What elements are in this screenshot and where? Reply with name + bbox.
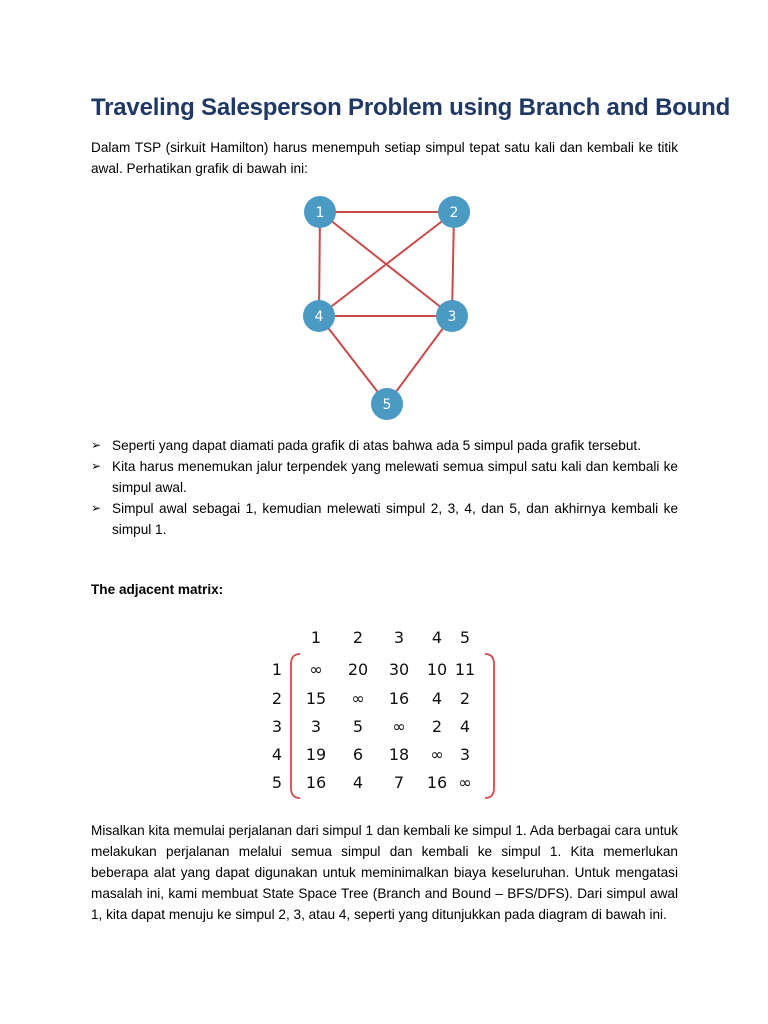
hamilton-graph-diagram	[290, 188, 480, 424]
matrix-cell: 4	[352, 773, 364, 792]
matrix-col-header: 1	[310, 628, 322, 647]
matrix-cell: 19	[305, 745, 327, 764]
matrix-cell: 5	[352, 717, 364, 736]
matrix-row-header: 3	[271, 717, 283, 736]
matrix-cell: 3	[310, 717, 322, 736]
arrow-bullet-icon: ➢	[91, 459, 102, 473]
matrix-cell: 11	[454, 660, 476, 679]
matrix-col-header: 3	[393, 628, 405, 647]
matrix-cell: 16	[426, 773, 448, 792]
graph-node-label: 3	[447, 309, 457, 325]
matrix-cell: 4	[459, 717, 471, 736]
graph-node-label: 4	[314, 309, 324, 325]
page-title: Traveling Salesperson Problem using Branch and Bound	[91, 94, 731, 121]
matrix-col-header: 2	[352, 628, 364, 647]
bullet-item	[91, 435, 678, 456]
matrix-right-bracket	[485, 654, 494, 798]
matrix-cell: 15	[305, 689, 327, 708]
arrow-bullet-icon: ➢	[91, 438, 102, 452]
graph-node-label: 2	[449, 205, 459, 221]
graph-edge-4-5	[319, 316, 387, 404]
matrix-cell: 4	[431, 689, 443, 708]
arrow-bullet-icon: ➢	[91, 501, 102, 515]
matrix-cell: 18	[388, 745, 410, 764]
bullet-text: Simpul awal sebagai 1, kemudian melewati simpul 2, 3, 4, dan 5, dan akhirnya kembali ke simpul 1.	[112, 501, 678, 537]
matrix-cell: 16	[305, 773, 327, 792]
matrix-cell: 2	[459, 689, 471, 708]
bullet-text: Seperti yang dapat diamati pada grafik di atas bahwa ada 5 simpul pada grafik tersebut.	[112, 438, 641, 453]
matrix-cell: 3	[459, 745, 471, 764]
matrix-col-header: 4	[431, 628, 443, 647]
matrix-left-bracket	[291, 654, 300, 798]
graph-node-label: 1	[315, 205, 325, 221]
adjacency-matrix	[260, 620, 510, 805]
matrix-cell: 6	[352, 745, 364, 764]
graph-edge-3-5	[387, 316, 452, 404]
matrix-col-header: 5	[459, 628, 471, 647]
bullet-item	[91, 498, 678, 540]
matrix-cell: 7	[393, 773, 405, 792]
matrix-cell: 10	[426, 660, 448, 679]
matrix-row-header: 1	[271, 660, 283, 679]
matrix-cell: ∞	[458, 773, 472, 792]
matrix-row-header: 4	[271, 745, 283, 764]
matrix-cell: 16	[388, 689, 410, 708]
matrix-cell: ∞	[392, 717, 406, 736]
matrix-cell: 30	[388, 660, 410, 679]
matrix-cell: ∞	[430, 745, 444, 764]
matrix-heading: The adjacent matrix:	[91, 582, 224, 597]
bullet-text: Kita harus menemukan jalur terpendek yang melewati semua simpul satu kali dan kembali ke simpul awal.	[112, 459, 678, 495]
intro-paragraph: Dalam TSP (sirkuit Hamilton) harus menempuh setiap simpul tepat satu kali dan kembali ke titik awal. Perhatikan grafik di bawah ini:	[91, 140, 678, 176]
graph-node-label: 5	[382, 397, 392, 413]
closing-paragraph: Misalkan kita memulai perjalanan dari simpul 1 dan kembali ke simpul 1. Ada berbagai cara untuk melakukan perjalanan melalui semua simpul dan kembali ke simpul 1. Kita memerlukan beberapa alat yang dapat digunakan untuk meminimalkan biaya keseluruhan. Untuk mengatasi masalah ini, kami membuat State Space Tree (Branch and Bound – BFS/DFS). Dari simpul awal 1, kita dapat menuju ke simpul 2, 3, atau 4, seperti yang ditunjukkan pada diagram di bawah ini.	[91, 823, 678, 922]
bullet-item	[91, 456, 678, 498]
bullet-list	[91, 435, 678, 540]
matrix-cell: ∞	[351, 689, 365, 708]
matrix-row-header: 5	[271, 773, 283, 792]
matrix-cell: 20	[347, 660, 369, 679]
matrix-cell: ∞	[309, 660, 323, 679]
matrix-row-header: 2	[271, 689, 283, 708]
matrix-cell: 2	[431, 717, 443, 736]
